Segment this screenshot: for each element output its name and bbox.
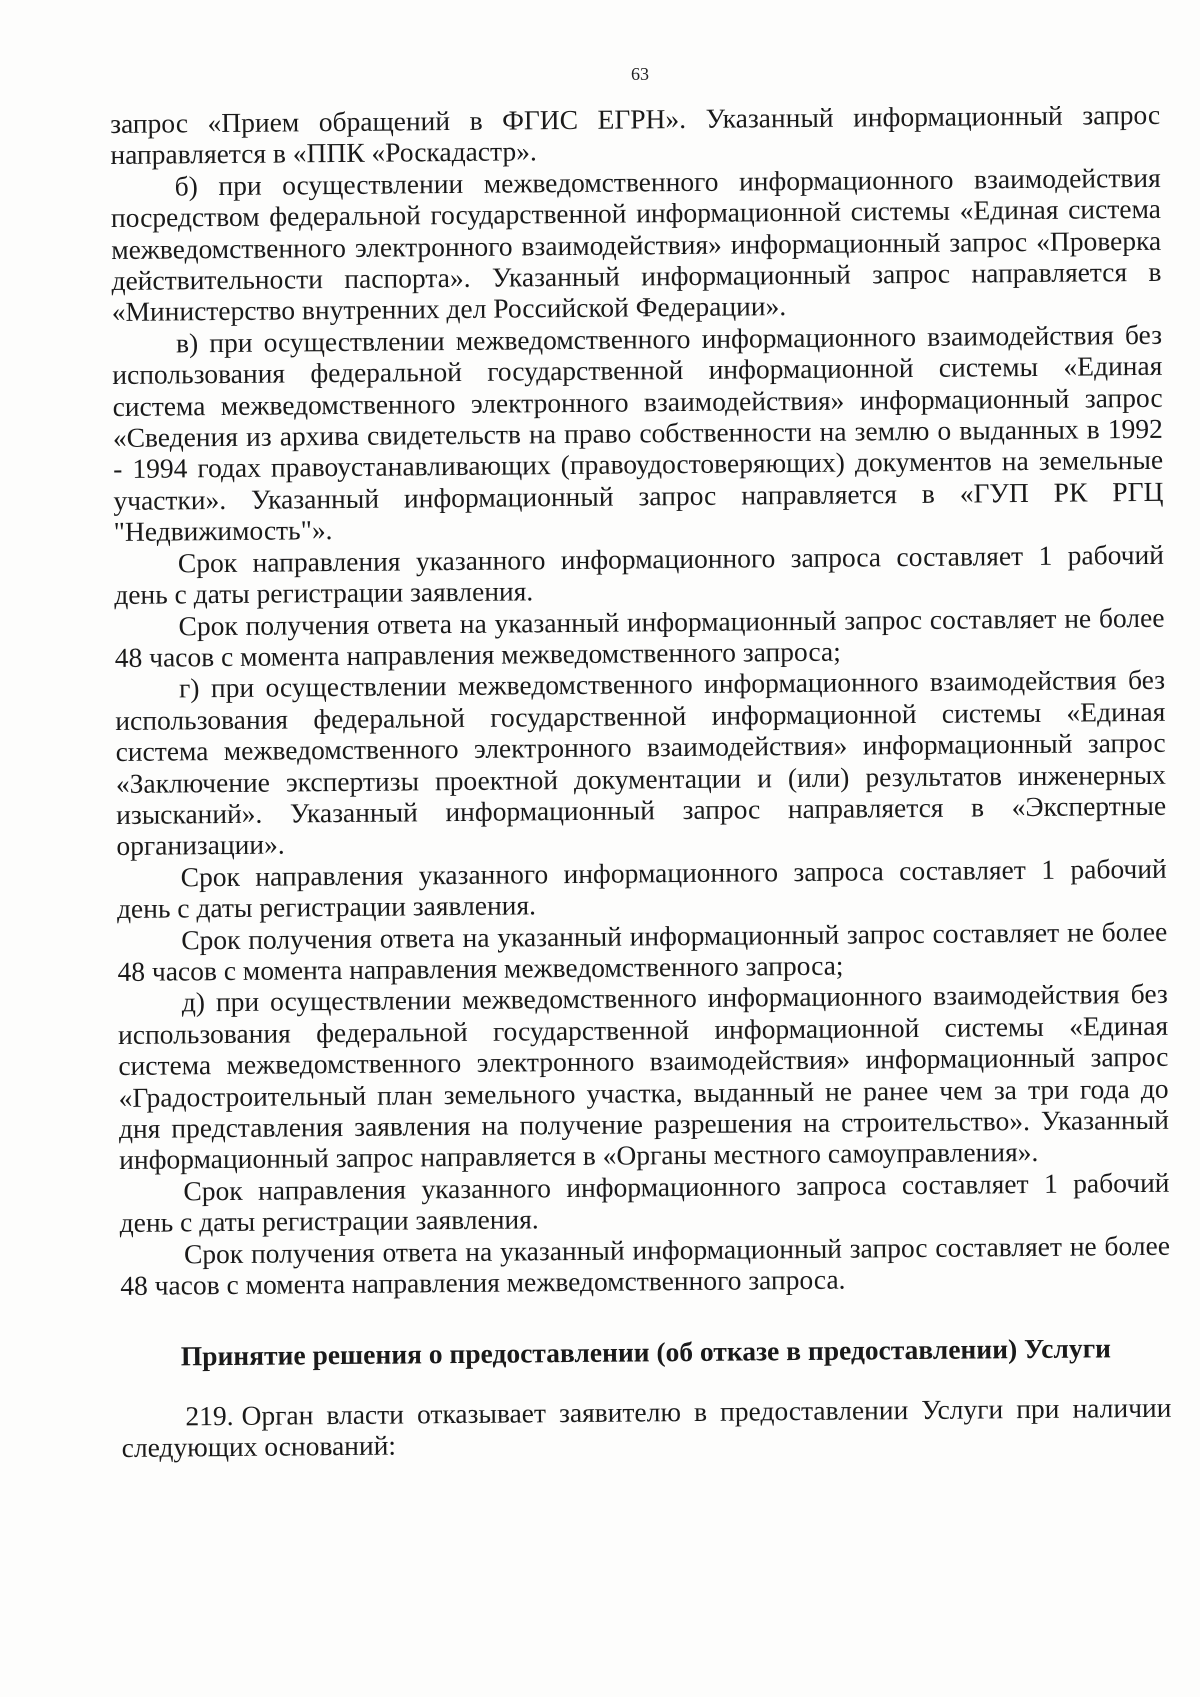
document-body xyxy=(110,99,1172,1464)
paragraph-3: Срок направления указанного информационного запроса составляет 1 рабочий день с даты регистрации заявления. xyxy=(114,538,1165,611)
paragraph-7: Срок получения ответа на указанный информационный запрос составляет не более 48 часов с момента направления межведомственного запроса; xyxy=(117,915,1168,987)
paragraph-6: Срок направления указанного информационного запроса составляет 1 рабочий день с даты регистрации заявления. xyxy=(116,852,1167,925)
paragraph-8: д) при осуществлении межведомственного информационного взаимодействия без использования федеральной государственной информационной системы «Единая система межведомственного электронного взаимодействия» информационный запрос «Градостроительный план земельного участка, выданный не ранее чем за три года до дня представления заявления на получение разрешения на строительство». Указанный информационный запрос направляется в «Органы местного самоуправления». xyxy=(117,978,1170,1176)
paragraph-5: г) при осуществлении межведомственного информационного взаимодействия без использования федеральной государственной информационной системы «Единая система межведомственного электронного взаимодействия» информационный запрос «Заключение экспертизы проектной документации и (или) результатов инженерных изысканий». Указанный информационный запрос направляется в «Экспертные организации». xyxy=(115,664,1167,862)
paragraph-1: б) при осуществлении межведомственного информационного взаимодействия посредством федеральной государственной информационной системы «Единая система межведомственного электронного взаимодействия» информационный запрос «Проверка действительности паспорта». Указанный информационный запрос направляется в «Министерство внутренних дел Российской Федерации». xyxy=(110,161,1162,328)
paragraph-9: Срок направления указанного информационного запроса составляет 1 рабочий день с даты регистрации заявления. xyxy=(119,1166,1170,1239)
paragraph-4: Срок получения ответа на указанный информационный запрос составляет не более 48 часов с момента направления межведомственного запроса; xyxy=(114,601,1165,673)
paragraph-2: в) при осуществлении межведомственного информационного взаимодействия без использования федеральной государственной информационной системы «Единая система межведомственного электронного взаимодействия» информационный запрос «Сведения из архива свидетельств на право собственности на землю о выданных в 1992 - 1994 годах правоустанавливающих (правоудостоверяющих) документов на земельные участки». Указанный информационный запрос направляется в «ГУП РК РГЦ "Недвижимость"». xyxy=(112,318,1164,548)
clause-number: 219. xyxy=(185,1399,234,1432)
paragraph-0: запрос «Прием обращений в ФГИС ЕГРН». Указанный информационный запрос направляется в «ППК «Роскадастр». xyxy=(110,98,1161,171)
clause-text: Орган власти отказывает заявителю в предоставлении Услуги при наличии следующих оснований: xyxy=(121,1391,1172,1464)
page-number: 63 xyxy=(631,64,649,84)
clause-219 xyxy=(121,1392,1172,1464)
section-heading: Принятие решения о предоставлении (об отказе в предоставлении) Услуги xyxy=(180,1332,1112,1372)
paragraph-10: Срок получения ответа на указанный информационный запрос составляет не более 48 часов с момента направления межведомственного запроса. xyxy=(120,1229,1171,1301)
